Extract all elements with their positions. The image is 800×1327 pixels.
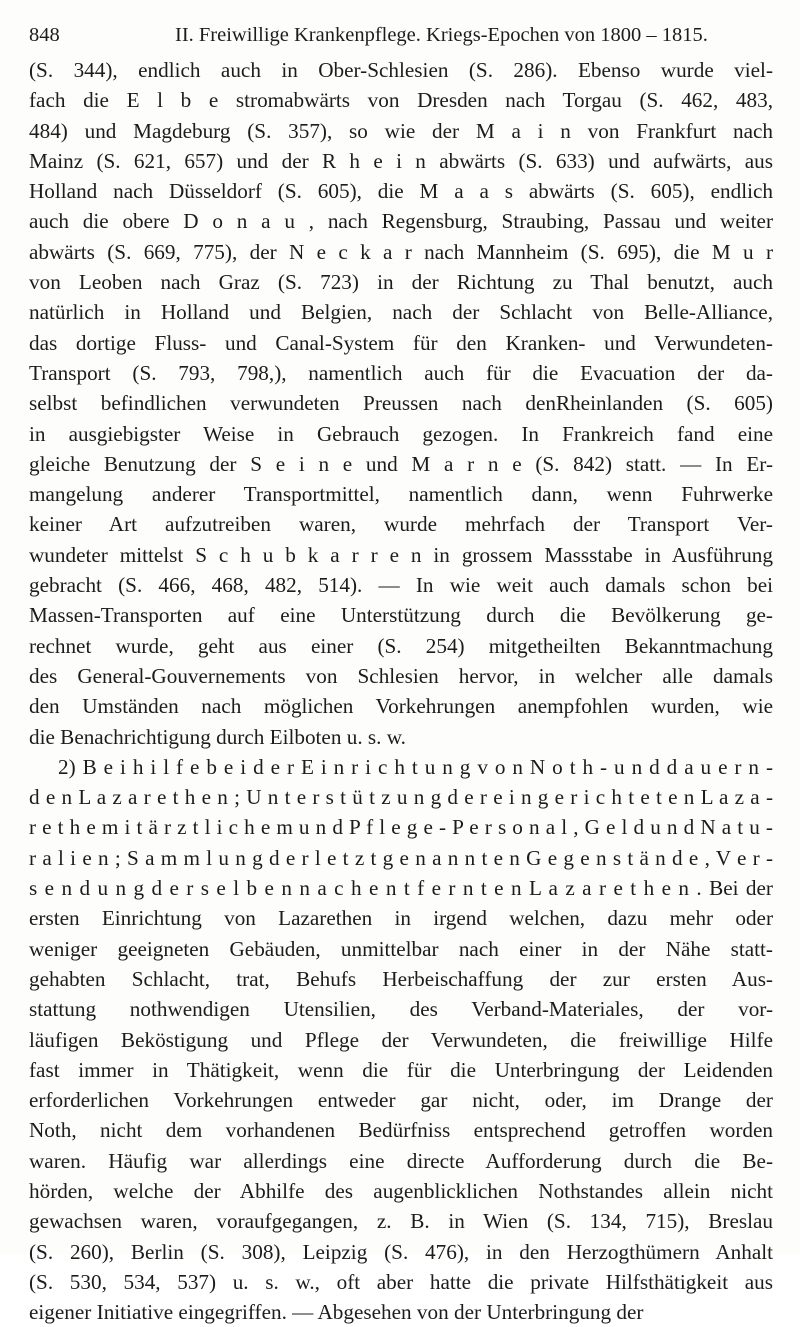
text-line: waren. Häufig war allerdings eine directe Aufforderung durch die Be- <box>29 1148 773 1173</box>
text-line: Noth, nicht dem vorhandenen Bedürfniss entsprechend getroffen worden <box>29 1118 773 1143</box>
text-line: abwärts (S. 669, 775), der N e c k a r nach Mannheim (S. 695), die M u r <box>29 239 773 264</box>
text-line: das dortige Fluss- und Canal-System für den Kranken- und Verwundeten- <box>29 330 773 355</box>
text-line: rechnet wurde, geht aus einer (S. 254) mitgetheilten Bekanntmachung <box>29 633 773 658</box>
text-line: hörden, welche der Abhilfe des augenblicklichen Nothstandes allein nicht <box>29 1178 773 1203</box>
text-line: läufigen Beköstigung und Pflege der Verwundeten, die freiwillige Hilfe <box>29 1027 773 1052</box>
text-line: des General-Gouvernements von Schlesien hervor, in welcher alle damals <box>29 663 773 688</box>
text-line: Holland nach Düsseldorf (S. 605), die M a a s abwärts (S. 605), endlich <box>29 179 773 204</box>
text-line: fach die E l b e stromabwärts von Dresden nach Torgau (S. 462, 483, <box>29 88 773 113</box>
text-line: gleiche Benutzung der S e i n e und M a r n e (S. 842) statt. — In Er- <box>29 451 773 476</box>
section-heading-line: r a l i e n ; S a m m l u n g d e r l e t z t g e n a n n t e n G e g e n s t ä n d e , V e r - <box>29 845 773 870</box>
text-line: (S. 344), endlich auch in Ober-Schlesien (S. 286). Ebenso wurde viel- <box>29 58 773 82</box>
text-line: eigener Initiative eingegriffen. — Abgesehen von der Unterbringung der <box>29 1300 644 1325</box>
text-line: Massen-Transporten auf eine Unterstützung durch die Bevölkerung ge- <box>29 603 773 628</box>
section-heading-line: d e n L a z a r e t h e n ; U n t e r s t ü t z u n g d e r e i n g e r i c h t e t e n L a z a - <box>29 785 773 810</box>
text-line: selbst befindlichen verwundeten Preussen nach denRheinlanden (S. 605) <box>29 391 773 416</box>
text-line: weniger geeigneten Gebäuden, unmittelbar nach einer in der Nähe statt- <box>29 936 773 961</box>
text-line: keiner Art aufzutreiben waren, wurde mehrfach der Transport Ver- <box>29 512 773 537</box>
running-header <box>29 18 785 52</box>
text-line: gewachsen waren, voraufgegangen, z. B. in Wien (S. 134, 715), Breslau <box>29 1209 773 1234</box>
text-line: wundeter mittelst S c h u b k a r r e n in grossem Massstabe in Ausführung <box>29 542 773 567</box>
text-line: in ausgiebigster Weise in Gebrauch gezogen. In Frankreich fand eine <box>29 421 773 446</box>
text-line: Mainz (S. 621, 657) und der R h e i n abwärts (S. 633) und aufwärts, aus <box>29 148 773 173</box>
body-text <box>29 55 773 1327</box>
text-line: ersten Einrichtung von Lazarethen in irgend welchen, dazu mehr oder <box>29 906 773 931</box>
text-line: erforderlichen Vorkehrungen entweder gar nicht, oder, im Drange der <box>29 1088 773 1113</box>
section-heading-line: r e t h e m i t ä r z t l i c h e m u n d P f l e g e - P e r s o n a l , G e l d u n d N a t u - <box>29 815 773 840</box>
page-number: 848 <box>29 24 60 46</box>
text-line: auch die obere D o n a u , nach Regensburg, Straubing, Passau und weiter <box>29 209 773 234</box>
text-line: natürlich in Holland und Belgien, nach der Schlacht von Belle-Alliance, <box>29 300 773 325</box>
text-line: gehabten Schlacht, trat, Behufs Herbeischaffung der zur ersten Aus- <box>29 966 773 991</box>
running-title: II. Freiwillige Krankenpflege. Kriegs-Epochen von 1800 – 1815. <box>175 24 708 46</box>
section-heading-line: s e n d u n g d e r s e l b e n n a c h e n t f e r n t e n L a z a r e t h e n . Bei der <box>29 876 773 901</box>
text-line: von Leoben nach Graz (S. 723) in der Richtung zu Thal benutzt, auch <box>29 270 773 295</box>
text-line: mangelung anderer Transportmittel, namentlich dann, wenn Fuhrwerke <box>29 482 773 507</box>
text-line: 484) und Magdeburg (S. 357), so wie der M a i n von Frankfurt nach <box>29 118 773 143</box>
text-line: die Benachrichtigung durch Eilboten u. s. w. <box>29 724 406 749</box>
text-line: den Umständen nach möglichen Vorkehrungen anempfohlen wurden, wie <box>29 694 773 719</box>
section-heading-line: 2) B e i h i l f e b e i d e r E i n r i c h t u n g v o n N o t h - u n d d a u e r n - <box>58 754 773 779</box>
text-line: gebracht (S. 466, 468, 482, 514). — In wie weit auch damals schon bei <box>29 573 773 598</box>
text-line: fast immer in Thätigkeit, wenn die für die Unterbringung der Leidenden <box>29 1057 773 1082</box>
text-line: Transport (S. 793, 798,), namentlich auch für die Evacuation der da- <box>29 360 773 385</box>
text-line: stattung nothwendigen Utensilien, des Verband-Materiales, der vor- <box>29 997 773 1022</box>
text-line: (S. 530, 534, 537) u. s. w., oft aber hatte die private Hilfsthätigkeit aus <box>29 1269 773 1294</box>
text-line: (S. 260), Berlin (S. 308), Leipzig (S. 476), in den Herzogthümern Anhalt <box>29 1239 773 1264</box>
